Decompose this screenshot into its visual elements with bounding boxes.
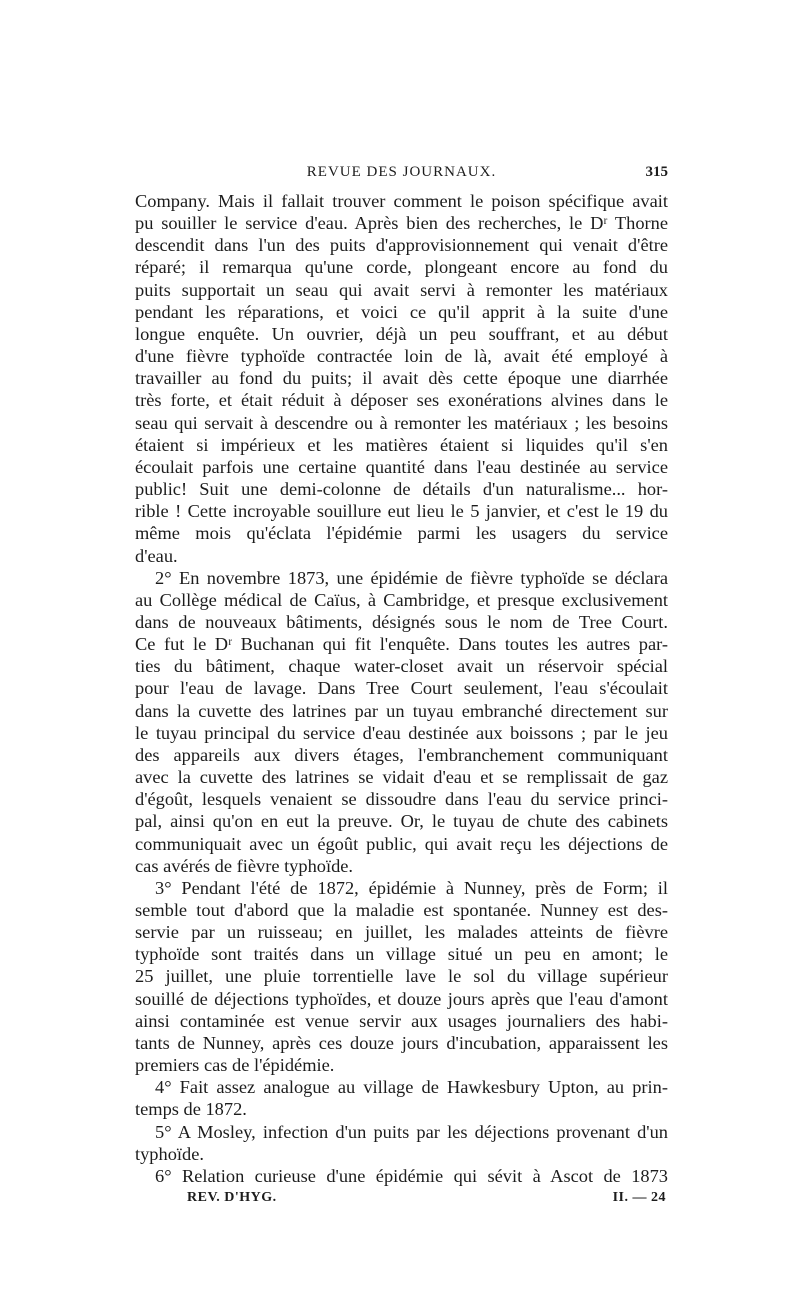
page-footer: [135, 1190, 668, 1212]
text-line: 3° Pendant l'été de 1872, épidémie à Nunney, près de Form; il: [155, 877, 668, 898]
text-line: même mois qu'éclata l'épidémie parmi les usagers du service: [135, 523, 668, 544]
text-line: très forte, et était réduit à déposer ses exonérations alvines dans le: [135, 390, 668, 411]
running-title: REVUE DES JOURNAUX.: [306, 164, 497, 180]
volume-sheet-mark: II. — 24: [612, 1190, 666, 1206]
text-line: communiquait avec un égoût public, qui avait reçu les déjections de: [135, 833, 668, 854]
text-line: ties du bâtiment, chaque water-closet avait un réservoir spécial: [135, 656, 668, 677]
text-line: descendit dans l'un des puits d'approvisionnement qui venait d'être: [135, 235, 668, 256]
text-line: servie par un ruisseau; en juillet, les malades atteints de fièvre: [135, 922, 668, 943]
text-line: semble tout d'abord que la maladie est spontanée. Nunney est des-: [135, 900, 668, 920]
text-line: tants de Nunney, après ces douze jours d'incubation, apparaissent les: [135, 1032, 668, 1053]
text-line: seau qui servait à descendre ou à remonter les matériaux ; les besoins: [135, 412, 668, 433]
text-line: ainsi contaminée est venue servir aux usages journaliers des habi-: [135, 1010, 668, 1031]
text-line: souillé de déjections typhoïdes, et douze jours après que l'eau d'amont: [135, 988, 668, 1009]
text-line: pu souiller le service d'eau. Après bien des recherches, le Dʳ Thorne: [135, 213, 668, 234]
text-line: public! Suit une demi-colonne de détails d'un naturalisme... hor-: [135, 479, 668, 500]
text-line: 5° A Mosley, infection d'un puits par les déjections provenant d'un: [155, 1121, 668, 1142]
text-line: dans la cuvette des latrines par un tuyau embranché directement sur: [135, 700, 668, 721]
text-line: typhoïde.: [135, 1143, 204, 1164]
text-line: au Collège médical de Caïus, à Cambridge, et presque exclusivement: [135, 589, 668, 610]
text-line: 25 juillet, une pluie torrentielle lave le sol du village supérieur: [135, 966, 668, 987]
text-line: typhoïde sont traités dans un village situé un peu en amont; le: [135, 944, 668, 965]
text-line: étaient si impérieux et les matières étaient si liquides qu'il s'en: [135, 434, 668, 455]
text-line: pour l'eau de lavage. Dans Tree Court seulement, l'eau s'écoulait: [135, 678, 668, 699]
text-line: d'une fièvre typhoïde contractée loin de là, avait été employé à: [135, 346, 668, 367]
signature-mark: REV. D'HYG.: [187, 1190, 277, 1206]
text-line: Ce fut le Dʳ Buchanan qui fit l'enquête. Dans toutes les autres par-: [135, 634, 668, 655]
text-line: des appareils aux divers étages, l'embranchement communiquant: [135, 744, 668, 765]
text-line: 4° Fait assez analogue au village de Hawkesbury Upton, au prin-: [155, 1077, 668, 1098]
text-line: dans de nouveaux bâtiments, désignés sous le nom de Tree Court.: [135, 611, 668, 632]
text-line: Company. Mais il fallait trouver comment le poison spécifique avait: [135, 191, 668, 211]
running-head: [135, 164, 668, 188]
text-line: écoulait parfois une certaine quantité dans l'eau destinée au service: [135, 456, 668, 477]
body-text: [135, 190, 668, 1187]
text-line: d'égoût, lesquels venaient se dissoudre dans l'eau du service princi-: [135, 789, 668, 810]
text-line: le tuyau principal du service d'eau destinée aux boissons ; par le jeu: [135, 722, 668, 743]
page-number: 315: [645, 164, 668, 180]
text-line: 6° Relation curieuse d'une épidémie qui sévit à Ascot de 1873: [155, 1165, 668, 1186]
text-line: premiers cas de l'épidémie.: [135, 1055, 335, 1076]
text-line: réparé; il remarqua qu'une corde, plongeant encore au fond du: [135, 257, 668, 278]
text-line: cas avérés de fièvre typhoïde.: [135, 855, 354, 876]
text-line: pendant les réparations, et voici ce qu'il apprit à la suite d'une: [135, 301, 668, 322]
book-page: [135, 164, 668, 1212]
text-line: puits supportait un seau qui avait servi à remonter les matériaux: [135, 279, 668, 300]
text-line: d'eau.: [135, 545, 178, 566]
text-line: temps de 1872.: [135, 1099, 247, 1120]
text-line: rible ! Cette incroyable souillure eut lieu le 5 janvier, et c'est le 19 du: [135, 501, 668, 522]
text-line: pal, ainsi qu'on en eut la preuve. Or, le tuyau de chute des cabinets: [135, 811, 668, 832]
text-line: longue enquête. Un ouvrier, déjà un peu souffrant, et au début: [135, 323, 668, 344]
text-line: travailler au fond du puits; il avait dès cette époque une diarrhée: [135, 368, 668, 389]
text-line: avec la cuvette des latrines se vidait d'eau et se remplissait de gaz: [135, 767, 668, 788]
text-line: 2° En novembre 1873, une épidémie de fièvre typhoïde se déclara: [155, 567, 668, 588]
